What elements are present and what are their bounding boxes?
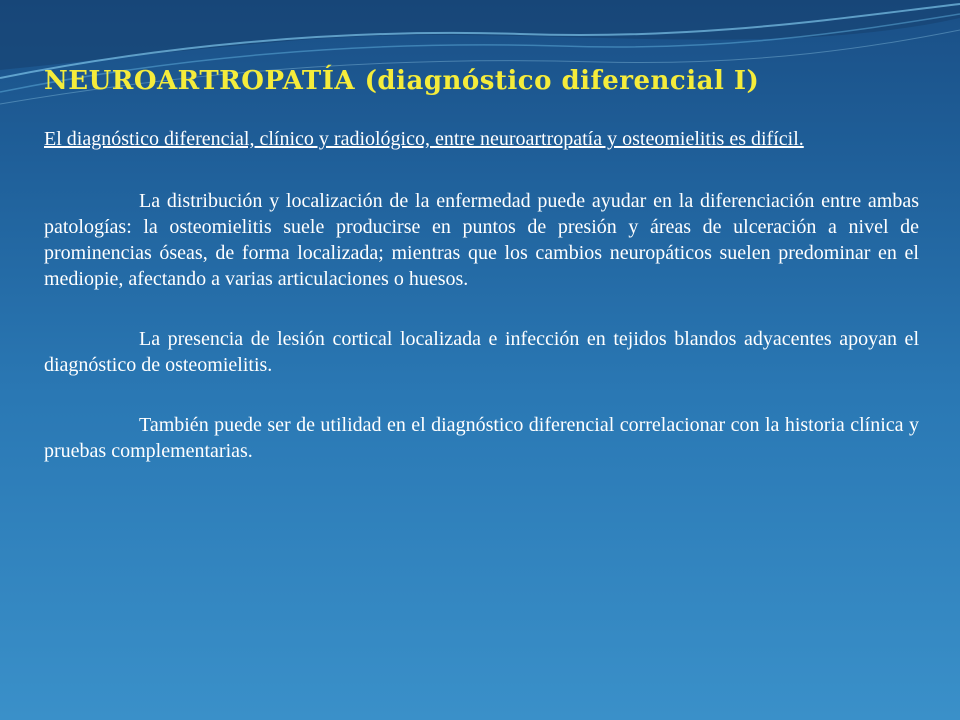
paragraph-clinical-history: También puede ser de utilidad en el diagnóstico diferencial correlacionar con la historia clínica y pruebas complementarias.	[44, 414, 919, 462]
title-subtitle: (diagnóstico diferencial I)	[364, 66, 760, 96]
paragraph-intro: El diagnóstico diferencial, clínico y radiológico, entre neuroartropatía y osteomielitis es difícil.	[44, 128, 804, 150]
slide-title	[44, 66, 919, 96]
slide-content	[44, 66, 919, 464]
paragraph-distribution: La distribución y localización de la enfermedad puede ayudar en la diferenciación entre ambas patologías: la osteomielitis suele producirse en puntos de presión y áreas de ulceración a nivel de prominencias óseas, de forma localizada; mientras que los cambios neuropáticos suelen predominar en el mediopie, afectando a varias articulaciones o huesos.	[44, 190, 919, 290]
title-main: NEUROARTROPATÍA	[44, 66, 356, 96]
paragraph-cortical-lesion: La presencia de lesión cortical localizada e infección en tejidos blandos adyacentes apoyan el diagnóstico de osteomielitis.	[44, 328, 919, 376]
